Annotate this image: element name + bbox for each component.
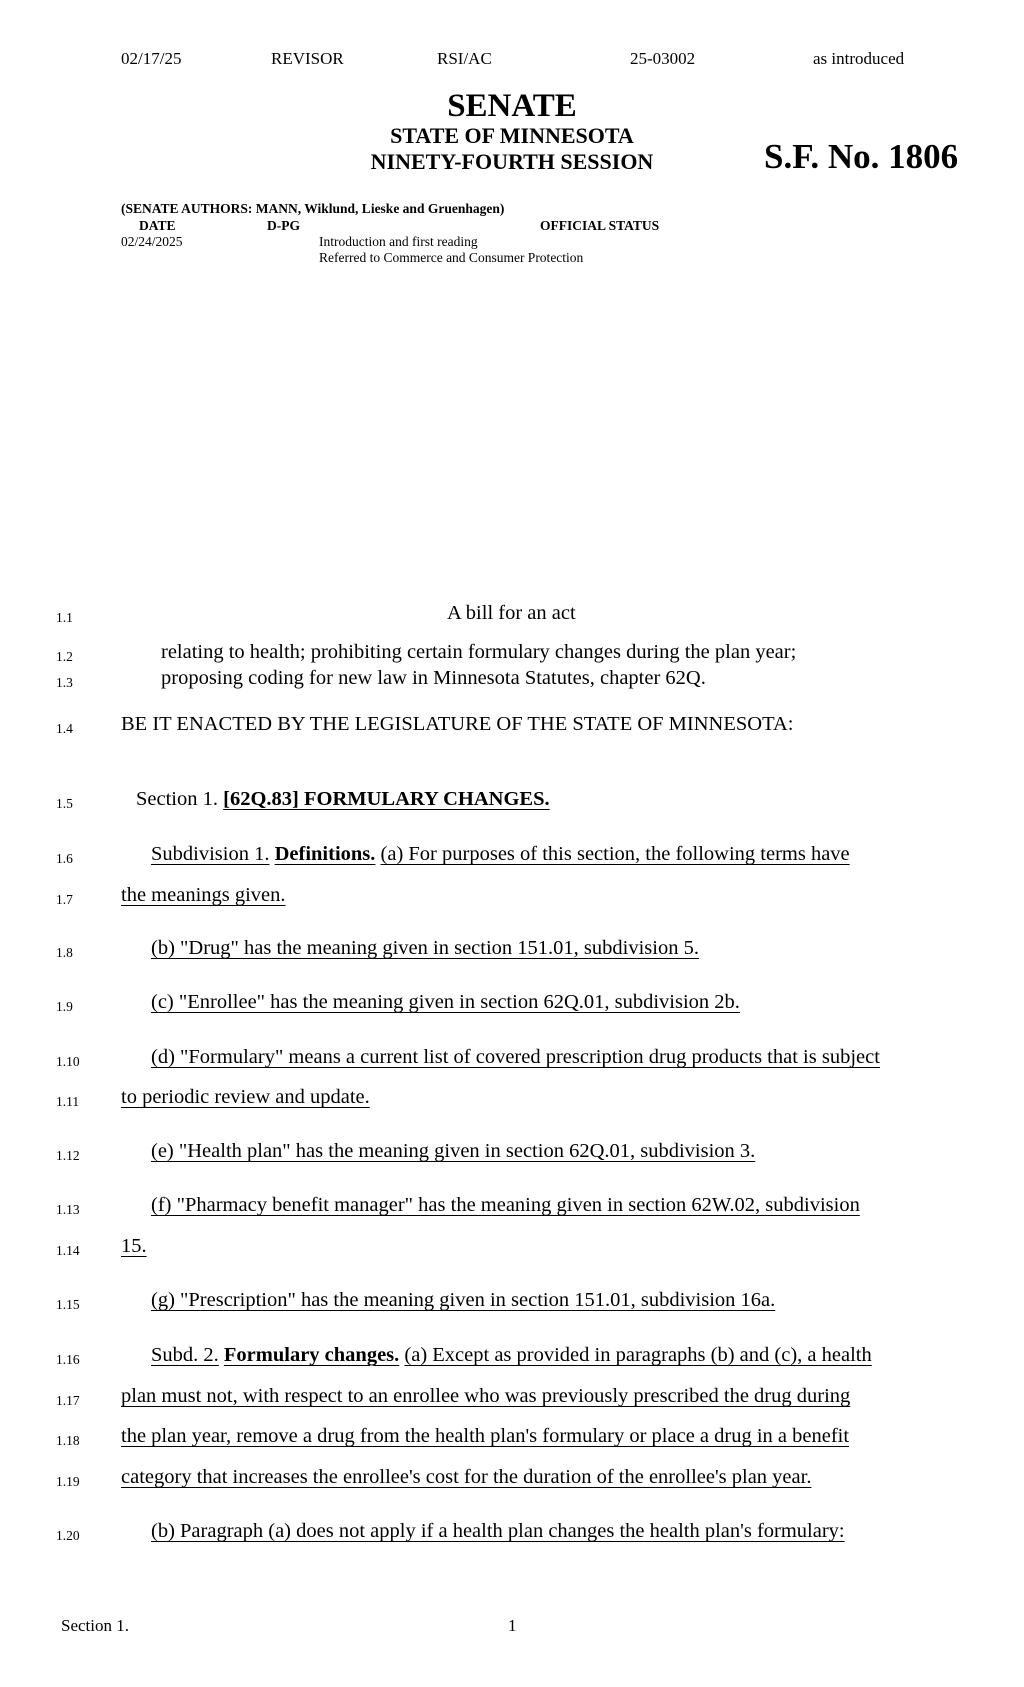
line-number: 1.11 (56, 1094, 80, 1109)
header-office: REVISOR (271, 49, 344, 68)
bill-text-line: relating to health; prohibiting certain formulary changes during the plan year; (161, 641, 797, 663)
bill-number: S.F. No. 1806 (764, 137, 959, 176)
line-number: 1.5 (56, 796, 73, 811)
line-number: 1.16 (56, 1352, 80, 1367)
section-title: [62Q.83] FORMULARY CHANGES. (223, 788, 550, 810)
subdivision-label: Subdivision 1. (151, 843, 270, 865)
bill-text-line: (e) "Health plan" has the meaning given in section 62Q.01, subdivision 3. (151, 1140, 756, 1162)
status-col-dpg: D-PG (267, 218, 300, 233)
status-col-status: OFFICIAL STATUS (540, 218, 660, 233)
bill-text-line: (f) "Pharmacy benefit manager" has the meaning given in section 62W.02, subdivision (151, 1194, 860, 1216)
bill-text-line: plan must not, with respect to an enrollee who was previously prescribed the drug during (121, 1385, 851, 1407)
footer-section: Section 1. (61, 1616, 129, 1635)
header-initials: RSI/AC (437, 49, 492, 68)
bill-text-line: (b) Paragraph (a) does not apply if a health plan changes the health plan's formulary: (151, 1520, 845, 1542)
line-number: 1.3 (56, 675, 73, 690)
page-number: 1 (508, 1616, 517, 1635)
line-number: 1.17 (56, 1393, 80, 1408)
chamber-title: SENATE (447, 88, 577, 124)
line-number: 1.14 (56, 1243, 80, 1258)
section-heading (136, 788, 550, 811)
status-entry-date: 02/24/2025 (121, 234, 183, 249)
bill-text-line: 15. (121, 1235, 147, 1257)
bill-text-line: the plan year, remove a drug from the health plan's formulary or place a drug in a benefit (121, 1425, 850, 1447)
section-label: Section 1. (136, 788, 224, 810)
header-doc-number: 25-03002 (630, 49, 696, 68)
status-entry-line2: Referred to Commerce and Consumer Protection (319, 250, 584, 265)
bill-text-line: (b) "Drug" has the meaning given in section 151.01, subdivision 5. (151, 937, 699, 959)
line-number: 1.15 (56, 1297, 80, 1312)
line-number: 1.19 (56, 1474, 80, 1489)
status-col-date: DATE (139, 218, 176, 233)
subdivision-text: (a) Except as provided in paragraphs (b) and (c), a health (404, 1344, 872, 1366)
subdivision-label: Subd. 2. (151, 1344, 219, 1366)
subdivision-title: Definitions. (274, 843, 376, 865)
bill-text-line: proposing coding for new law in Minnesota Statutes, chapter 62Q. (161, 667, 706, 689)
bill-text-line: category that increases the enrollee's cost for the duration of the enrollee's plan year. (121, 1466, 812, 1488)
bill-text-line: to periodic review and update. (121, 1086, 370, 1108)
status-entry-line1: Introduction and first reading (319, 234, 478, 249)
bill-text-line: (c) "Enrollee" has the meaning given in section 62Q.01, subdivision 2b. (151, 991, 740, 1013)
subdivision-title: Formulary changes. (223, 1344, 400, 1366)
line-number: 1.13 (56, 1202, 80, 1217)
line-number: 1.10 (56, 1054, 80, 1069)
line-number: 1.2 (56, 649, 73, 664)
line-number: 1.20 (56, 1528, 80, 1543)
state-title: STATE OF MINNESOTA (390, 123, 634, 148)
bill-text-line: (d) "Formulary" means a current list of covered prescription drug products that is subject (151, 1046, 880, 1068)
header-version: as introduced (813, 49, 905, 68)
bill-text-line: (g) "Prescription" has the meaning given in section 151.01, subdivision 16a. (151, 1289, 776, 1311)
subdivision-text: (a) For purposes of this section, the following terms have (380, 843, 850, 865)
line-number: 1.9 (56, 999, 73, 1014)
bill-text-line (151, 843, 850, 866)
line-number: 1.7 (56, 892, 73, 907)
header-date: 02/17/25 (121, 49, 182, 68)
bill-text-line (151, 1344, 872, 1367)
line-number: 1.12 (56, 1148, 80, 1163)
enacting-clause: BE IT ENACTED BY THE LEGISLATURE OF THE STATE OF MINNESOTA: (121, 713, 794, 735)
line-number: 1.6 (56, 851, 73, 866)
bill-authors: (SENATE AUTHORS: MANN, Wiklund, Lieske and Gruenhagen) (121, 201, 505, 216)
line-number: 1.18 (56, 1433, 80, 1448)
bill-text-line: the meanings given. (121, 884, 286, 906)
line-number: 1.4 (56, 721, 73, 736)
line-number: 1.8 (56, 945, 73, 960)
line-number: 1.1 (56, 610, 73, 625)
bill-caption: A bill for an act (447, 602, 576, 624)
session-title: NINETY-FOURTH SESSION (370, 149, 654, 174)
